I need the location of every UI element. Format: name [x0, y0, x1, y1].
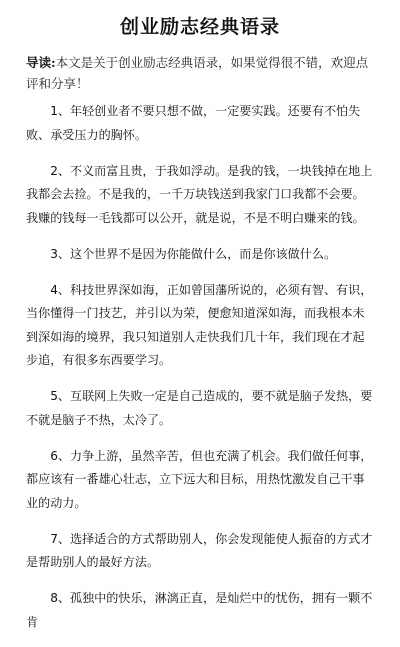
intro-text: 本文是关于创业励志经典语录，如果觉得很不错，欢迎点评和分享！: [26, 55, 369, 91]
quote-item-2: 2、不义而富且贵，于我如浮动。是我的钱，一块钱掉在地上我都会去捡。不是我的，一千万块钱送到我家门口我都不会要。我赚的钱每一毛钱都可以公开，就是说，不是不明白赚来的钱。: [26, 163, 373, 225]
intro-paragraph: [26, 52, 378, 94]
quote-list: [26, 100, 376, 647]
document-title: 创业励志经典语录: [119, 16, 280, 38]
quote-item-1: 1、年轻创业者不要只想不做，一定要实践。还要有不怕失败、承受压力的胸怀。: [26, 104, 361, 142]
quote-item-4: 4、科技世界深如海，正如曾国藩所说的，必须有智、有识，当你懂得一门技艺，并引以为荣，便愈知道深如海，而我根本未到深如海的境界，我只知道别人走快我们几十年，我们现在才起步追，有很多东西要学习。: [26, 282, 373, 367]
quote-item-7: 7、选择适合的方式帮助别人，你会发现能使人振奋的方式才是帮助别人的最好方法。: [26, 531, 373, 569]
quote-item-6: 6、力争上游，虽然辛苦，但也充满了机会。我们做任何事，都应该有一番雄心壮志，立下远大和目标，用热忱激发自己干事业的动力。: [26, 448, 373, 510]
intro-lead: 导读:: [26, 55, 56, 70]
quote-item-3: 3、这个世界不是因为你能做什么，而是你该做什么。: [50, 246, 337, 261]
quote-item-8: 8、孤独中的快乐，淋漓正直，是灿烂中的忧伤，拥有一颗不肯: [26, 591, 373, 629]
quote-item-5: 5、互联网上失败一定是自己造成的，要不就是脑子发热，要不就是脑子不热，太冷了。: [26, 389, 373, 427]
